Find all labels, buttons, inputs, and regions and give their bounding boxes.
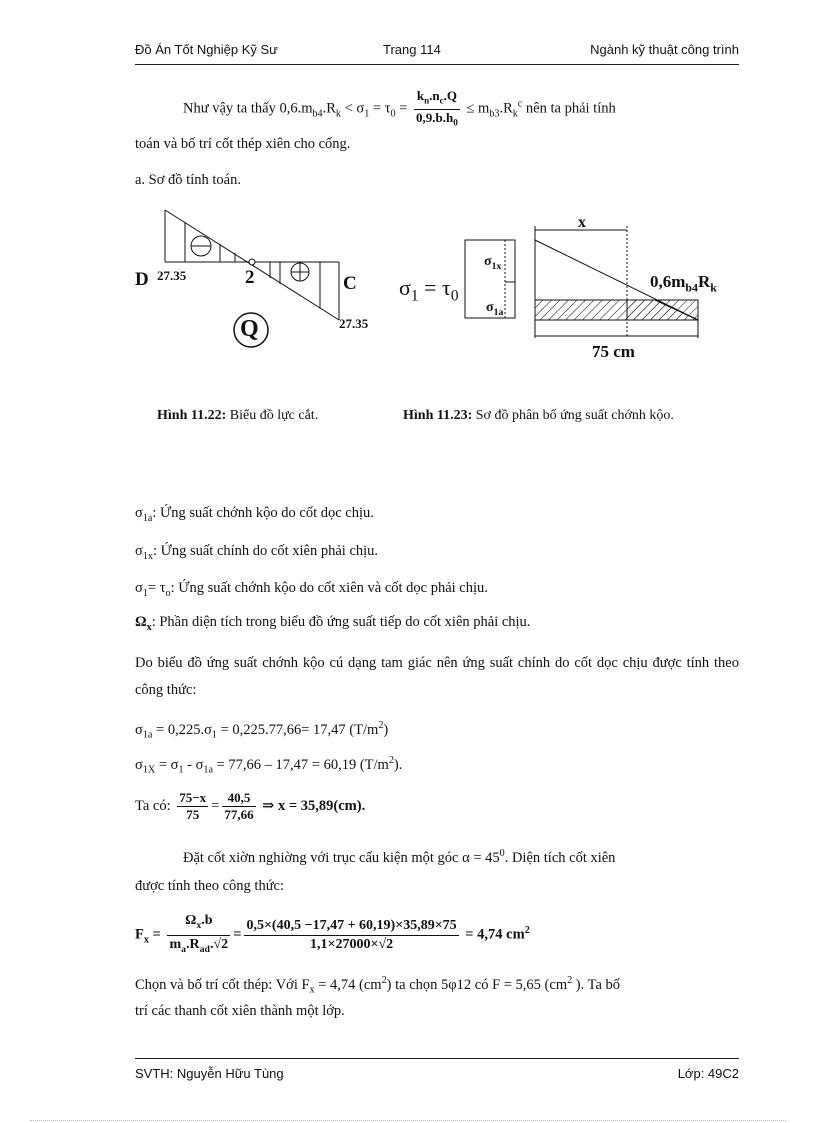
footer-rule [135,1058,739,1059]
header-center: Trang 114 [383,42,441,57]
header-right: Ngành kỹ thuật công trình [590,42,739,57]
header-left: Đồ Án Tốt Nghiệp Kỹ Sư [135,42,278,57]
equation-fx: $F_x$ = $\frac{\Omega_x.b}{m_a.R_{ad}.√2}$ = $\frac{0,5\times(40,5 -17,47 + 60,19)\times 35,89\times 75}{1,1\times 27000\times√2}$ = 4,74 $cm^2$ [135,913,530,955]
def-omega-x: $\Omega_x$: Phần diện tích trong biểu đồ ứng suất tiếp do cốt xiên phải chịu. [135,614,531,633]
label-left-value: 27.35 [157,268,187,283]
intro-fraction: $\frac{k_n.n_c.Q}{0,9.b.h_0}$ [416,88,458,128]
label-d: D [135,269,149,290]
sigma-eq-tau: $\sigma_1 = \tau_0$ [399,275,459,305]
label-q: Q [240,316,259,342]
footer-left: SVTH: Nguyễn Hữu Tùng [135,1066,284,1081]
label-c: C [343,273,357,294]
caption-figure-11-22: Hình 11.22: Biểu đồ lực cắt. [157,408,319,423]
paragraph-place-line2: được tính theo công thức: [135,878,285,894]
def-sigma-1: $\sigma_1= \tau_o$: Ứng suất chớnh kộo do cốt xiên và cốt dọc phải chịu. [135,580,488,599]
def-sigma-1x: $\sigma_{1x}$: Ứng suất chính do cốt xiên phải chịu. [135,543,379,562]
caption-figure-11-23: Hình 11.23: Sơ đồ phân bố ứng suất chớnh kộo. [403,408,674,423]
def-sigma-1a: $\sigma_{1a}$: Ứng suất chớnh kộo do cốt dọc chịu. [135,505,374,524]
label-sigma-1a: $\sigma_{1a}$ [486,300,504,318]
label-mid: 2 [245,267,255,288]
equation-sigma-1x: $\sigma_{1X} = \sigma_1 - \sigma_{1a} = 77,66 - 17,47 = 60,19$ $(T/m^2)$. [135,755,403,776]
intro-line2: toán và bố trí cốt thép xiên cho cống. [135,136,351,152]
label-06mb4rk: $0,6m_{b4}R_k$ [650,272,717,295]
paragraph-place-line1: Đặt cốt xiờn nghiờng với trục cấu kiện một góc $\alpha = 45^0$. Diện tích cốt xiên [183,848,616,866]
equation-sigma-1a: $\sigma_{1a} = 0,225.\sigma_1 = 0,225.77,66= 17,47$ $(T/m^2)$ [135,720,389,741]
page-bottom-dotline [30,1120,786,1121]
label-sigma-1x: $\sigma_{1x}$ [484,254,502,272]
label-75cm: 75 cm [592,342,635,361]
equation-x: Ta có: $\frac{75-x}{75}$ = $\frac{40,5}{77,66}$ ⇒ x = 35,89(cm). [135,790,366,822]
footer-right: Lớp: 49C2 [677,1066,739,1081]
header-rule [135,64,739,65]
label-x: x [578,214,586,231]
label-right-value: 27.35 [339,316,369,331]
intro-line1: Như vậy ta thấy $0,6.m_{b4}.R_k < \sigma_1 = \tau_0$ = $\frac{k_n.n_c.Q}{0,9.b.h_0}$ ≤ $m_{b3}.R_k^c$ nên ta phải tính [183,88,616,130]
section-a-heading: a. Sơ đồ tính toán. [135,172,241,188]
paragraph-choose-line1: Chọn và bố trí cốt thép: Với $F_x = 4,74$ $(cm^2)$ ta chọn 5φ12 có F = 5,65 ($cm^2$ ). Ta bố [135,975,621,996]
paragraph-stress: Do biểu đồ ứng suất chớnh kộo cú dạng tam giác nên ứng suất chính do cốt dọc chịu được tính theo công thức: [135,655,739,698]
paragraph-choose-line2: trí các thanh cốt xiên thành một lớp. [135,1003,345,1019]
